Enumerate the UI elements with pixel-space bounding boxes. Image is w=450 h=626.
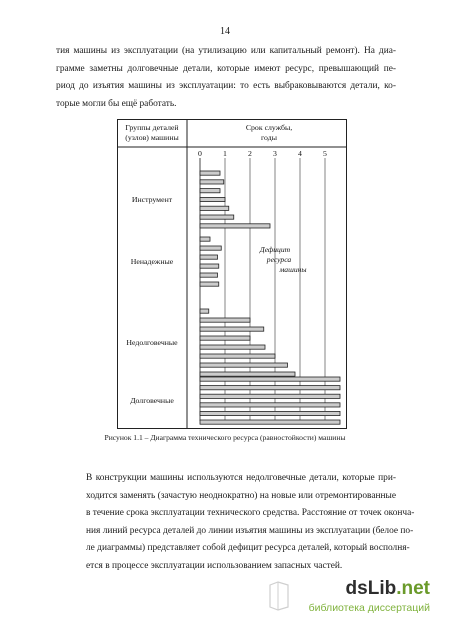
bar bbox=[200, 336, 250, 340]
x-tick-label: 5 bbox=[323, 149, 327, 158]
body-line: ния линий ресурса деталей до линии изъятия машины из эксплуатации (белое по- bbox=[86, 525, 414, 536]
book-icon bbox=[266, 581, 292, 611]
body-paragraph bbox=[56, 470, 415, 575]
body-line: ется в процессе эксплуатации использованием запасных частей. bbox=[86, 560, 343, 571]
figure-caption: Рисунок 1.1 – Диаграмма технического ресурса (равностойкости) машины bbox=[104, 433, 346, 442]
bar bbox=[200, 372, 295, 376]
bar bbox=[200, 386, 340, 390]
x-tick-label: 0 bbox=[198, 149, 202, 158]
group-label: Инструмент bbox=[131, 195, 173, 204]
bar bbox=[200, 345, 265, 349]
group-labels bbox=[126, 195, 178, 405]
header-right-line: годы bbox=[261, 133, 277, 142]
x-tick-label: 3 bbox=[273, 149, 277, 158]
bar bbox=[200, 420, 340, 424]
intro-line: тия машины из эксплуатации (на утилизацию или капитальный ремонт). На диа- bbox=[56, 46, 396, 56]
intro-line: грамме заметны долговечные детали, которые имеют ресурс, превышающий пе- bbox=[56, 63, 396, 74]
bar bbox=[200, 318, 250, 322]
header-left-line: Группы деталей bbox=[125, 123, 179, 132]
x-tick-label: 2 bbox=[248, 149, 252, 158]
bar bbox=[200, 327, 264, 331]
bar bbox=[200, 309, 209, 313]
chart-border bbox=[118, 120, 347, 429]
bar bbox=[200, 206, 229, 210]
bar bbox=[200, 255, 218, 259]
resource-chart bbox=[117, 119, 347, 429]
body-line: ле диаграммы) представляет собой дефицит ресурса деталей, который восполня- bbox=[86, 543, 410, 553]
watermark-logo-prefix: dsLib bbox=[345, 578, 397, 599]
x-tick-label: 4 bbox=[298, 149, 302, 158]
bar bbox=[200, 411, 340, 415]
bar bbox=[200, 224, 270, 228]
bar bbox=[200, 377, 340, 381]
bar bbox=[200, 354, 275, 358]
bar bbox=[200, 215, 234, 219]
bar bbox=[200, 264, 219, 268]
intro-line: риод до изъятия машины из эксплуатации: то есть выбраковываются детали, ко- bbox=[56, 81, 396, 91]
watermark-logo-suffix: .net bbox=[396, 578, 430, 599]
chart-bars bbox=[200, 171, 340, 424]
x-tick-label: 1 bbox=[223, 149, 227, 158]
group-label: Недолговечные bbox=[126, 338, 178, 348]
header-left-line: (узлов) машины bbox=[125, 133, 179, 142]
body-line: В конструкции машины используются недолговечные детали, которые при- bbox=[86, 473, 396, 483]
deficit-annotation bbox=[259, 245, 307, 274]
intro-line: торые могли бы ещё работать. bbox=[56, 98, 177, 109]
group-label: Долговечные bbox=[130, 396, 174, 406]
intro-paragraph bbox=[56, 43, 396, 113]
bar bbox=[200, 197, 225, 201]
bar bbox=[200, 237, 210, 241]
body-line: ходится заменять (зачастую неоднократно) на новые или отремонтированные bbox=[86, 490, 396, 501]
bar bbox=[200, 246, 221, 250]
watermark bbox=[258, 578, 438, 618]
bar bbox=[200, 171, 220, 175]
page-number: 14 bbox=[220, 26, 230, 37]
bar bbox=[200, 189, 220, 193]
header-right-line: Срок службы, bbox=[245, 123, 293, 132]
watermark-subtitle: библиотека диссертаций bbox=[308, 602, 430, 614]
bar bbox=[200, 180, 224, 184]
chart-frame bbox=[117, 119, 347, 429]
body-line: в течение срока эксплуатации технического средства. Расстояние от точек оконча- bbox=[86, 508, 415, 518]
chart-header bbox=[125, 123, 292, 142]
annotation-line: машины bbox=[279, 265, 307, 274]
bar bbox=[200, 273, 218, 277]
bar bbox=[200, 403, 340, 407]
watermark-logo bbox=[346, 578, 430, 600]
bar bbox=[200, 363, 288, 367]
bar bbox=[200, 282, 219, 286]
annotation-line: Дефицит bbox=[259, 245, 291, 254]
bar bbox=[200, 394, 340, 398]
group-label: Ненадежные bbox=[130, 257, 174, 267]
annotation-line: ресурса bbox=[266, 255, 292, 264]
